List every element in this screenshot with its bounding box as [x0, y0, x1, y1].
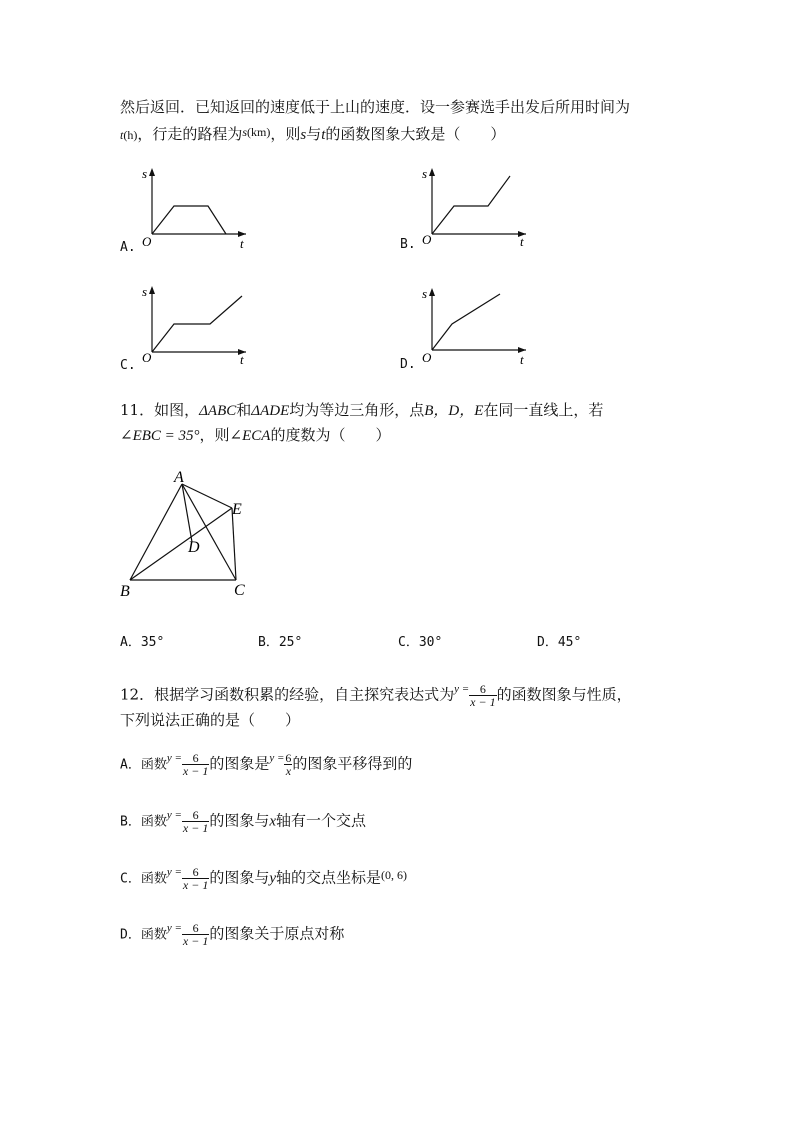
q10-option-b-label[interactable]: B. [400, 237, 416, 252]
s-axis-arrow [429, 288, 435, 296]
q10-graph-d[interactable] [418, 284, 534, 374]
q10-line2 [120, 124, 505, 145]
s-variable: s [242, 125, 248, 139]
graph-line [152, 206, 226, 234]
points-bde: B，D，E [424, 403, 484, 419]
s-axis-arrow [149, 168, 155, 176]
s-label: s [422, 166, 428, 181]
q11-p2: 均为等边三角形，点 [289, 401, 425, 419]
graph-line [152, 296, 242, 352]
triangle-abc: ΔABC [199, 403, 237, 419]
q11-option-d[interactable]: D．45° [537, 635, 582, 650]
q10-option-c-label[interactable]: C. [120, 358, 136, 373]
q12-option-c[interactable]: C．函数$^{y =}$ $\frac{6}{x - 1}$ 的图象与y轴的交点坐标是$^{(0, 6)}$ [120, 865, 408, 892]
origin-label: O [422, 232, 432, 247]
point-b-label: B [120, 583, 130, 600]
q11-figure [112, 462, 272, 604]
q10-option-a-label[interactable]: A. [120, 240, 136, 255]
t-variable: t [120, 128, 124, 142]
t-variable-2: t [321, 127, 326, 143]
q10-graph-a[interactable] [138, 164, 254, 254]
q11-p5: 的度数为（ ） [270, 426, 391, 444]
q10-line1: 然后返回．已知返回的速度低于上山的速度．设一参赛选手出发后所用时间为 [120, 98, 631, 116]
point-e-label: E [232, 501, 242, 518]
s-unit: (km) [247, 125, 271, 139]
point-a-label: A [174, 469, 184, 486]
q12-option-d[interactable]: D．函数$^{y =}$ $\frac{6}{x - 1}$ 的图象关于原点对称 [120, 921, 345, 948]
q10-and: 与 [306, 125, 322, 143]
f-fraction: $\frac{6}{x - 1}$ [470, 682, 496, 709]
q11-option-b[interactable]: B．25° [258, 635, 303, 650]
t-label: t [520, 352, 524, 367]
q12-number: 12． [120, 685, 155, 704]
q12-option-b[interactable]: B．函数$^{y =}$ $\frac{6}{x - 1}$ 的图象与x轴有一个交点 [120, 808, 367, 835]
segment-ec [232, 508, 236, 580]
s-axis-arrow [149, 286, 155, 294]
s-label: s [142, 166, 148, 181]
s-label: s [422, 286, 428, 301]
origin-label: O [142, 350, 152, 365]
q12-line2: 下列说法正确的是（ ） [120, 711, 301, 729]
graph-line [432, 176, 510, 234]
triangle-ade: ΔADE [251, 403, 290, 419]
q10-option-d-label[interactable]: D. [400, 357, 416, 372]
segment-be [130, 508, 232, 580]
q11-p4: ，则 [199, 426, 230, 444]
origin-label: O [422, 350, 432, 365]
s-variable-2: s [300, 127, 307, 143]
q10-mid: ，行走的路程为 [137, 125, 243, 143]
q12-option-a[interactable]: A．函数$^{y =}$ $\frac{6}{x - 1}$ 的图象是$^{y =}$ $\frac{6}{x}$ 的图象平移得到的 [120, 751, 413, 778]
t-label: t [520, 234, 524, 249]
q11-p1: 如图， [154, 401, 200, 419]
q12-line1 [120, 683, 632, 708]
q10-tail2: 的函数图象大致是（ ） [325, 125, 506, 143]
q11-option-a[interactable]: A．35° [120, 635, 165, 650]
q11-number: 11． [120, 401, 155, 419]
s-label: s [142, 284, 148, 299]
q12-p2: 的函数图象与性质， [496, 685, 632, 704]
q11-line1 [120, 400, 603, 421]
q11-line2 [120, 425, 390, 446]
q10-graph-c[interactable] [138, 282, 254, 372]
graph-line [432, 294, 500, 350]
q10-graph-b[interactable] [418, 164, 534, 254]
q12-p1: 根据学习函数积累的经验，自主探究表达式为 [154, 685, 455, 704]
angle-ebc: ∠EBC = 35° [120, 428, 200, 444]
segment-ab [130, 484, 182, 580]
s-axis-arrow [429, 168, 435, 176]
t-label: t [240, 236, 244, 251]
t-label: t [240, 352, 244, 367]
segment-ae [182, 484, 232, 508]
q10-tail1: ，则 [270, 125, 301, 143]
q11-p3: 在同一直线上，若 [483, 401, 604, 419]
f-lhs: y = [454, 683, 470, 695]
q11-option-c[interactable]: C．30° [398, 635, 443, 650]
point-d-label: D [188, 539, 200, 556]
q11-and: 和 [236, 401, 252, 419]
point-c-label: C [234, 582, 245, 599]
origin-label: O [142, 234, 152, 249]
angle-eca: ∠ECA [229, 428, 271, 444]
t-unit: (h) [123, 128, 138, 142]
